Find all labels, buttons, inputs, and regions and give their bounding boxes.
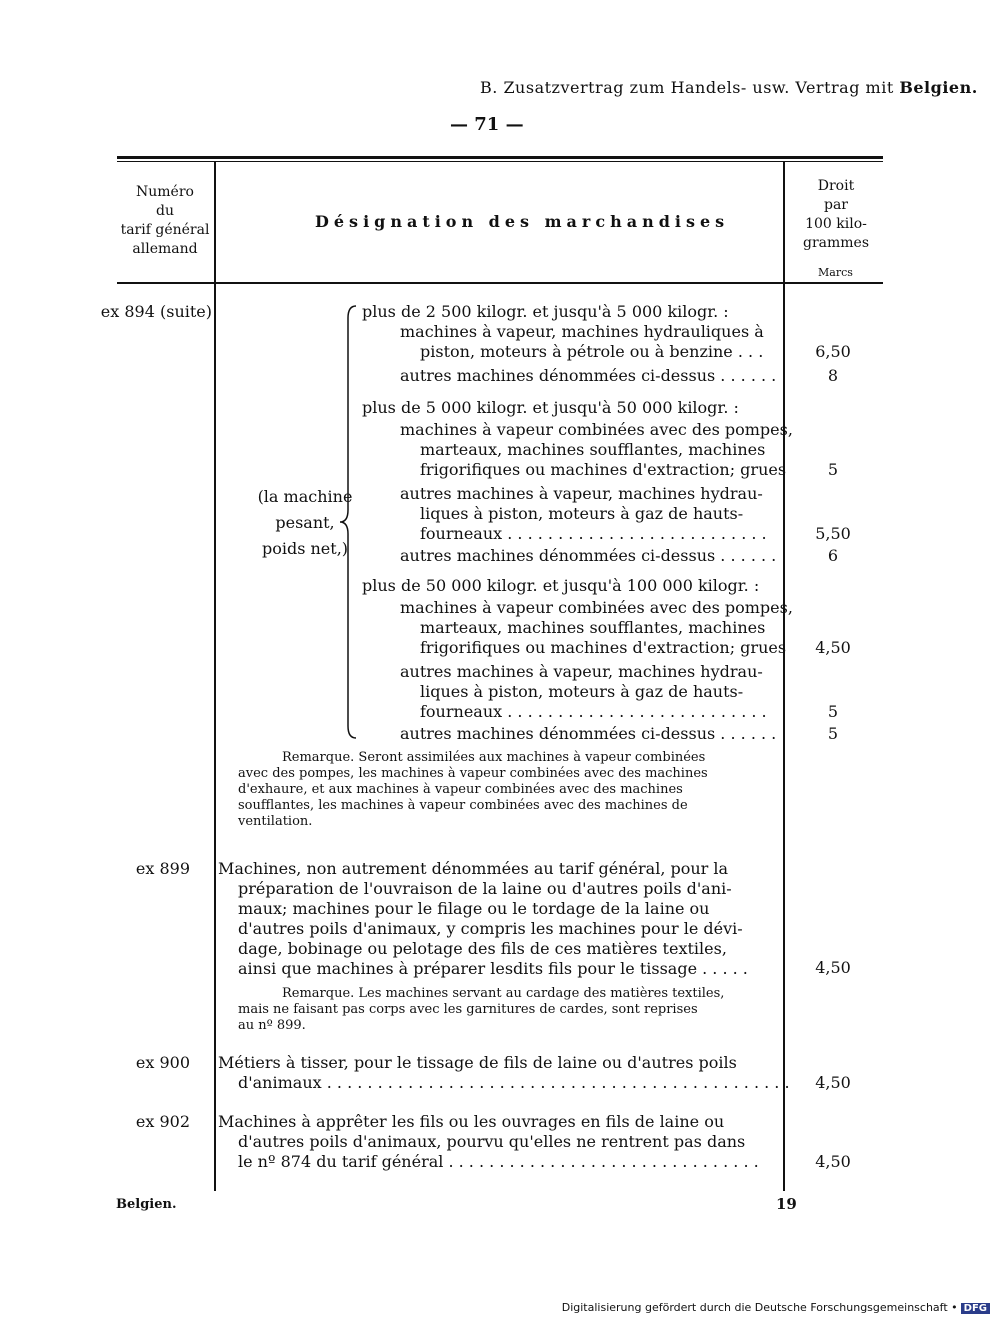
rate-894-12: 6 (827, 546, 839, 565)
remark-894-line-3: d'exhaure, et aux machines à vapeur combinées avec des machines (238, 782, 683, 797)
item-894-line-18: liques à piston, moteurs à gaz de hauts- (420, 682, 744, 701)
rate-894-11: 5,50 (815, 524, 851, 543)
item-894-line-9: autres machines à vapeur, machines hydrau- (400, 484, 763, 503)
tariff-number-899: ex 899 (135, 859, 190, 878)
item-902 (218, 1112, 770, 1172)
item-894-line-16: frigorifiques ou machines d'extraction; grues (420, 638, 787, 657)
item-899-line-4: d'autres poils d'animaux, y compris les machines pour le dévi- (238, 919, 743, 938)
item-894-line-12: autres machines dénommées ci-dessus . . . . . . (400, 546, 777, 565)
item-894-line-6: machines à vapeur combinées avec des pompes, (400, 420, 793, 439)
credit-text: Digitalisierung gefördert durch die Deutsche Forschungsgemeinschaft • (561, 1301, 958, 1314)
item-902-line-3: le nº 874 du tarif général . . . . . . . . . . . . . . . . . . . . . . . . . . . . . . . (238, 1152, 759, 1171)
item-900 (218, 1053, 790, 1093)
header-duty: Droit par 100 kilo- grammes (802, 178, 870, 251)
item-894-line-7: marteaux, machines soufflantes, machines (420, 440, 766, 459)
remark-899-line-2: mais ne faisant pas corps avec les garnitures de cardes, sont reprises (238, 1002, 698, 1017)
remark-894-line-4: soufflantes, les machines à vapeur combinées avec des machines de (238, 798, 688, 813)
item-894-line-17: autres machines à vapeur, machines hydrau- (400, 662, 763, 681)
item-894-line-14: machines à vapeur combinées avec des pompes, (400, 598, 793, 617)
item-894-line-5: plus de 5 000 kilogr. et jusqu'à 50 000 kilogr. : (362, 398, 739, 417)
header-designation: Désignation des marchandises (315, 212, 730, 231)
curly-brace (338, 304, 362, 740)
rate-894-8: 5 (827, 460, 839, 479)
tariff-number-902: ex 902 (135, 1112, 190, 1131)
column-divider-right (783, 161, 785, 1191)
rate-894-20: 5 (827, 724, 839, 743)
remark-899-line-1: Remarque. Les machines servant au cardage des matières textiles, (282, 986, 725, 1001)
item-894-line-19: fourneaux . . . . . . . . . . . . . . . . . . . . . . . . . . (420, 702, 767, 721)
item-894-line-11: fourneaux . . . . . . . . . . . . . . . . . . . . . . . . . . (420, 524, 767, 543)
dfg-logo: DFG (961, 1303, 990, 1314)
footer-signature: 19 (776, 1195, 797, 1213)
running-head-text: Zusatzvertrag zum Handels- usw. Vertrag mit (503, 78, 894, 97)
top-thin-rule (117, 161, 883, 162)
item-894-line-10: liques à piston, moteurs à gaz de hauts- (420, 504, 744, 523)
rate-894-4: 8 (827, 366, 839, 385)
tariff-number-900: ex 900 (135, 1053, 190, 1072)
page-number: — 71 — (450, 114, 524, 135)
item-894-line-8: frigorifiques ou machines d'extraction; grues (420, 460, 787, 479)
remark-899 (238, 986, 773, 1034)
header-bottom-rule (117, 282, 883, 284)
remark-894-line-5: ventilation. (238, 814, 313, 829)
rate-902: 4,50 (815, 1152, 851, 1171)
column-divider-left (214, 161, 216, 1191)
item-899-line-5: dage, bobinage ou pelotage des fils de ces matières textiles, (238, 939, 727, 958)
rate-900: 4,50 (815, 1073, 851, 1092)
rate-899: 4,50 (815, 958, 851, 977)
item-902-line-1: Machines à apprêter les fils ou les ouvrages en fils de laine ou (218, 1112, 725, 1131)
remark-899-line-3: au nº 899. (238, 1018, 306, 1033)
remark-894-line-1: Remarque. Seront assimilées aux machines à vapeur combinées (282, 750, 706, 765)
item-894-line-15: marteaux, machines soufflantes, machines (420, 618, 766, 637)
running-head-country: Belgien. (899, 78, 978, 97)
item-894-line-1: plus de 2 500 kilogr. et jusqu'à 5 000 kilogr. : (362, 302, 729, 321)
item-899 (218, 859, 770, 979)
rate-894-3: 6,50 (815, 342, 851, 361)
item-899-line-2: préparation de l'ouvraison de la laine ou d'autres poils d'ani- (238, 879, 732, 898)
running-head-letter: B. (480, 78, 498, 97)
footer-country: Belgien. (116, 1197, 177, 1212)
header-tariff-number: Numéro du tarif général allemand (120, 184, 210, 257)
item-899-line-6: ainsi que machines à préparer lesdits fils pour le tissage . . . . . (238, 959, 748, 978)
brace-label: (la machine pesant, poids net,) (257, 487, 353, 558)
digitization-credit (562, 1301, 990, 1314)
remark-894-line-2: avec des pompes, les machines à vapeur combinées avec des machines (238, 766, 708, 781)
running-head (480, 78, 978, 97)
item-900-line-1: Métiers à tisser, pour le tissage de fils de laine ou d'autres poils (218, 1053, 737, 1072)
tariff-number-894: ex 894 (suite) (100, 302, 212, 321)
item-894-line-3: piston, moteurs à pétrole ou à benzine . . . (420, 342, 764, 361)
top-double-rule (117, 156, 883, 159)
remark-894 (238, 750, 773, 830)
item-900-line-2: d'animaux . . . . . . . . . . . . . . . . . . . . . . . . . . . . . . . . . . . . . . . . . . . . . . (238, 1073, 790, 1092)
item-894-line-4: autres machines dénommées ci-dessus . . . . . . (400, 366, 777, 385)
item-894-line-2: machines à vapeur, machines hydrauliques à (400, 322, 764, 341)
header-unit: Marcs (818, 266, 853, 279)
item-899-line-3: maux; machines pour le filage ou le tordage de la laine ou (238, 899, 710, 918)
item-894-line-13: plus de 50 000 kilogr. et jusqu'à 100 000 kilogr. : (362, 576, 760, 595)
item-902-line-2: d'autres poils d'animaux, pourvu qu'elles ne rentrent pas dans (238, 1132, 746, 1151)
rate-894-19: 5 (827, 702, 839, 721)
rate-894-16: 4,50 (815, 638, 851, 657)
item-899-line-1: Machines, non autrement dénommées au tarif général, pour la (218, 859, 729, 878)
item-894-line-20: autres machines dénommées ci-dessus . . . . . . (400, 724, 777, 743)
